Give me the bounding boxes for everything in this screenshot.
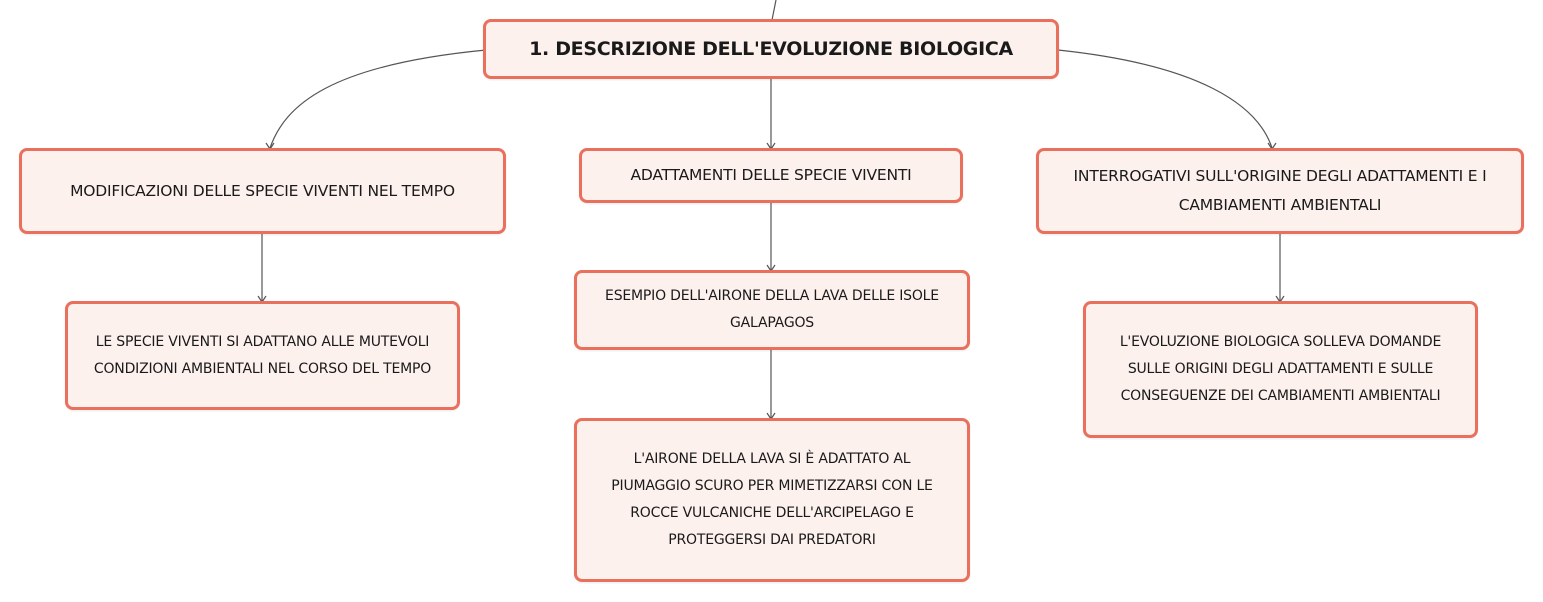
branch-node-modificazioni[interactable] xyxy=(19,148,506,234)
branch-node-adattamenti[interactable] xyxy=(579,148,963,203)
connector-root-to-branch-right xyxy=(1058,50,1272,148)
connector-root-to-branch-left xyxy=(270,50,486,148)
connector-parent-to-root xyxy=(772,0,776,20)
child-node-airone-adattato[interactable] xyxy=(574,418,970,582)
child-node-airone-adattato-label: L'AIRONE DELLA LAVA SI È ADATTATO AL PIUMAGGIO SCURO PER MIMETIZZARSI CON LE ROCCE VULCANICHE DELL'ARCIPELAGO E PROTEGGERSI DAI PREDATORI xyxy=(611,451,933,548)
child-node-evoluzione-domande[interactable] xyxy=(1083,301,1478,438)
branch-node-interrogativi[interactable] xyxy=(1036,148,1524,234)
root-node-label: 1. DESCRIZIONE DELL'EVOLUZIONE BIOLOGICA xyxy=(529,38,1013,60)
branch-node-interrogativi-label: INTERROGATIVI SULL'ORIGINE DEGLI ADATTAMENTI E I CAMBIAMENTI AMBIENTALI xyxy=(1073,167,1487,214)
branch-node-adattamenti-label: ADATTAMENTI DELLE SPECIE VIVENTI xyxy=(630,166,912,184)
branch-node-modificazioni-label: MODIFICAZIONI DELLE SPECIE VIVENTI NEL TEMPO xyxy=(70,181,455,200)
child-node-esempio-airone[interactable] xyxy=(574,270,970,350)
child-node-specie-adattano[interactable] xyxy=(65,301,460,410)
child-node-specie-adattano-label: LE SPECIE VIVENTI SI ADATTANO ALLE MUTEVOLI CONDIZIONI AMBIENTALI NEL CORSO DEL TEMPO xyxy=(93,333,432,377)
child-node-evoluzione-domande-label: L'EVOLUZIONE BIOLOGICA SOLLEVA DOMANDE SULLE ORIGINI DEGLI ADATTAMENTI E SULLE CONSEGUENZE DEI CAMBIAMENTI AMBIENTALI xyxy=(1119,334,1442,404)
child-node-esempio-airone-label: ESEMPIO DELL'AIRONE DELLA LAVA DELLE ISOLE GALAPAGOS xyxy=(605,288,939,331)
root-node[interactable] xyxy=(483,19,1059,79)
